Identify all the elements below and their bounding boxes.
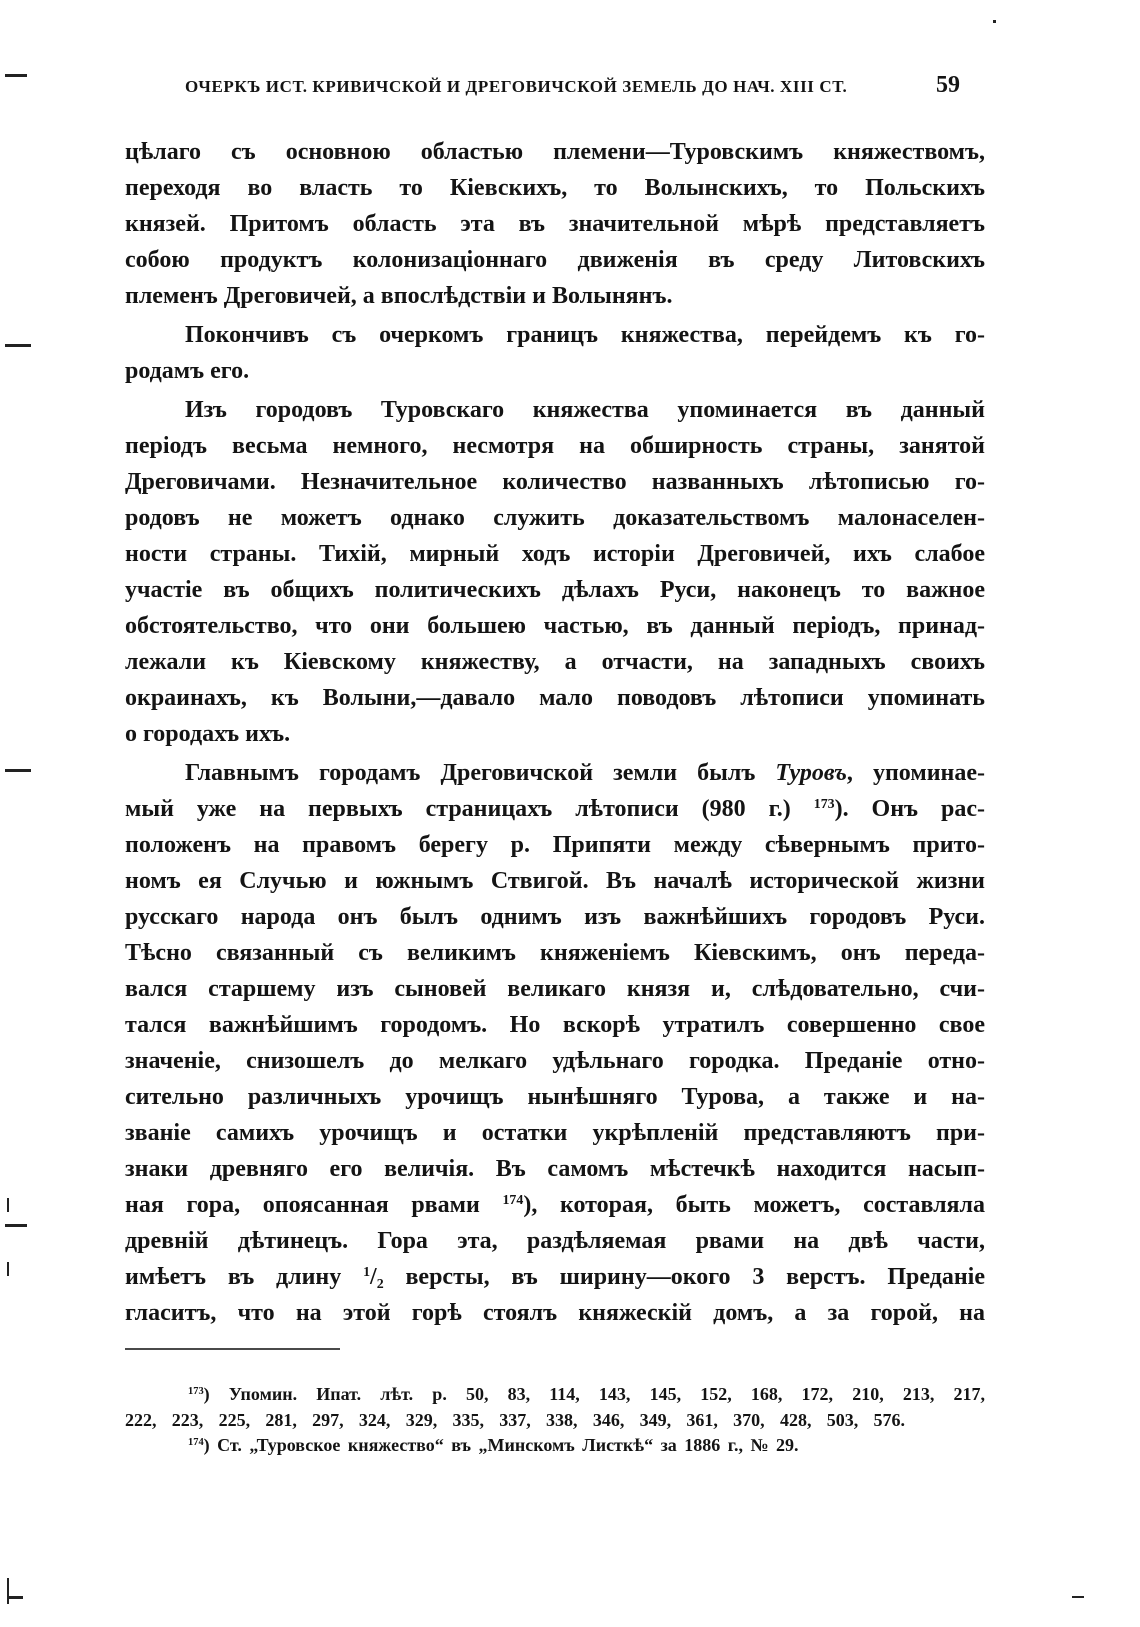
body-line: переходя во власть то Кіевскихъ, то Волынскихъ, то Польскихъ [125, 175, 985, 201]
body-line [125, 791, 985, 827]
scan-mark [5, 74, 27, 77]
body-line: ности страны. Тихій, мирный ходъ исторіи Дреговичей, ихъ слабое [125, 541, 985, 567]
body-line [125, 1259, 985, 1295]
line-segment: Главнымъ городамъ Дреговичской земли былъ [185, 760, 776, 786]
body-line: обстоятельство, что они большею частью, въ данный періодъ, принад- [125, 613, 985, 639]
body-line: родамъ его. [125, 358, 250, 384]
scan-mark [7, 1198, 9, 1212]
body-line: вался старшему изъ сыновей великаго князя и, слѣдовательно, счи- [125, 976, 985, 1002]
body-line: собою продуктъ колонизаціоннаго движенія въ среду Литовскихъ [125, 247, 985, 273]
running-header-title: ОЧЕРКЪ ИСТ. КРИВИЧСКОЙ И ДРЕГОВИЧСКОЙ ЗЕМЕЛЬ ДО НАЧ. XIII СТ. [185, 77, 848, 96]
scan-mark [1072, 1596, 1084, 1598]
body-line: номъ ея Случью и южнымъ Ствигой. Въ началѣ исторической жизни [125, 868, 985, 894]
body-line: князей. Притомъ область эта въ значительной мѣрѣ представляетъ [125, 211, 985, 237]
body-line: значеніе, снизошелъ до мелкаго удѣльнаго городка. Преданіе отно- [125, 1048, 985, 1074]
footnote-mark: 173 [188, 1385, 204, 1397]
body-line: родовъ не можетъ однако служить доказательствомъ малонаселен- [125, 505, 985, 531]
line-segment: ). Онъ рас- [834, 796, 985, 822]
body-line: цѣлаго съ основною областью племени—Туровскимъ княжествомъ, [125, 139, 985, 165]
footnote-rule [125, 1348, 340, 1350]
footnote-text: ) Ст. „Туровское княжество“ въ „Минскомъ Листкѣ“ за 1886 г., № 29. [203, 1435, 799, 1455]
fraction-slash: / [370, 1264, 377, 1290]
body-text [125, 134, 985, 1331]
page-number: 59 [936, 72, 960, 98]
paragraph-first-line [125, 755, 985, 791]
paragraph-first-line: Изъ городовъ Туровскаго княжества упоминается въ данный [185, 397, 985, 423]
scan-mark [5, 769, 31, 772]
body-line: положенъ на правомъ берегу р. Припяти между сѣвернымъ прито- [125, 832, 985, 858]
body-line: русскаго народа онъ былъ однимъ изъ важнѣйшихъ городовъ Руси. [125, 904, 985, 930]
paragraph-first-line: Покончивъ съ очеркомъ границъ княжества, перейдемъ къ го- [185, 322, 985, 348]
footnote-174 [188, 1433, 985, 1459]
italic-place-name: Туровъ [775, 760, 847, 786]
scan-mark [7, 1596, 23, 1599]
body-line: лежали къ Кіевскому княжеству, а отчасти, на западныхъ своихъ [125, 649, 985, 675]
footnote-text: ) Упомин. Ипат. лѣт. р. 50, 83, 114, 143, 145, 152, 168, 172, 210, 213, 217, [203, 1384, 985, 1404]
body-line: участіе въ общихъ политическихъ дѣлахъ Руси, наконецъ то важное [125, 577, 985, 603]
footnote-173-continuation: 222, 223, 225, 281, 297, 324, 329, 335, 337, 338, 346, 349, 361, 370, 428, 503, 576. [125, 1409, 905, 1430]
footnotes [125, 1382, 985, 1459]
body-line: тался важнѣйшимъ городомъ. Но вскорѣ утратилъ совершенно свое [125, 1012, 985, 1038]
footnote-reference: 173 [813, 796, 835, 812]
body-line: періодъ весьма немного, несмотря на обширность страны, занятой [125, 433, 985, 459]
scan-mark [7, 1262, 9, 1276]
line-segment: ), которая, быть можетъ, составляла [523, 1192, 986, 1218]
scan-mark [7, 1578, 9, 1604]
line-segment: мый уже на первыхъ страницахъ лѣтописи (980 г.) [125, 796, 814, 822]
body-line: окраинахъ, къ Волыни,—давало мало поводовъ лѣтописи упоминать [125, 685, 985, 711]
line-segment: версты, въ ширину—окого 3 верстъ. Преданіе [383, 1264, 985, 1290]
fraction-numerator: 1 [363, 1264, 371, 1280]
scan-mark [5, 344, 31, 347]
line-segment: имѣетъ въ длину [125, 1264, 364, 1290]
body-line: Дреговичами. Незначительное количество названныхъ лѣтописью го- [125, 469, 985, 495]
body-line [125, 1187, 985, 1223]
body-line: сительно различныхъ урочищъ нынѣшняго Турова, а также и на- [125, 1084, 985, 1110]
body-line: Тѣсно связанный съ великимъ княженіемъ Кіевскимъ, онъ переда- [125, 940, 985, 966]
body-line: гласитъ, что на этой горѣ стоялъ княжескій домъ, а за горой, на [125, 1300, 985, 1326]
line-segment: ная гора, опоясанная рвами [125, 1192, 503, 1218]
scan-mark [5, 1224, 27, 1227]
body-line: о городахъ ихъ. [125, 721, 291, 747]
fraction-denominator: 2 [376, 1277, 384, 1293]
line-segment: , упоминае- [846, 760, 985, 786]
footnote-reference: 174 [502, 1192, 524, 1208]
body-line: знаки древняго его величія. Въ самомъ мѣстечкѣ находится насып- [125, 1156, 985, 1182]
scan-mark [993, 20, 996, 23]
body-line: древній дѣтинецъ. Гора эта, раздѣляемая рвами на двѣ части, [125, 1228, 985, 1254]
footnote-173 [188, 1382, 985, 1408]
body-line: племенъ Дреговичей, а впослѣдствіи и Волынянъ. [125, 283, 673, 309]
footnote-mark: 174 [188, 1436, 204, 1448]
body-line: званіе самихъ урочищъ и остатки укрѣпленій представляютъ при- [125, 1120, 985, 1146]
